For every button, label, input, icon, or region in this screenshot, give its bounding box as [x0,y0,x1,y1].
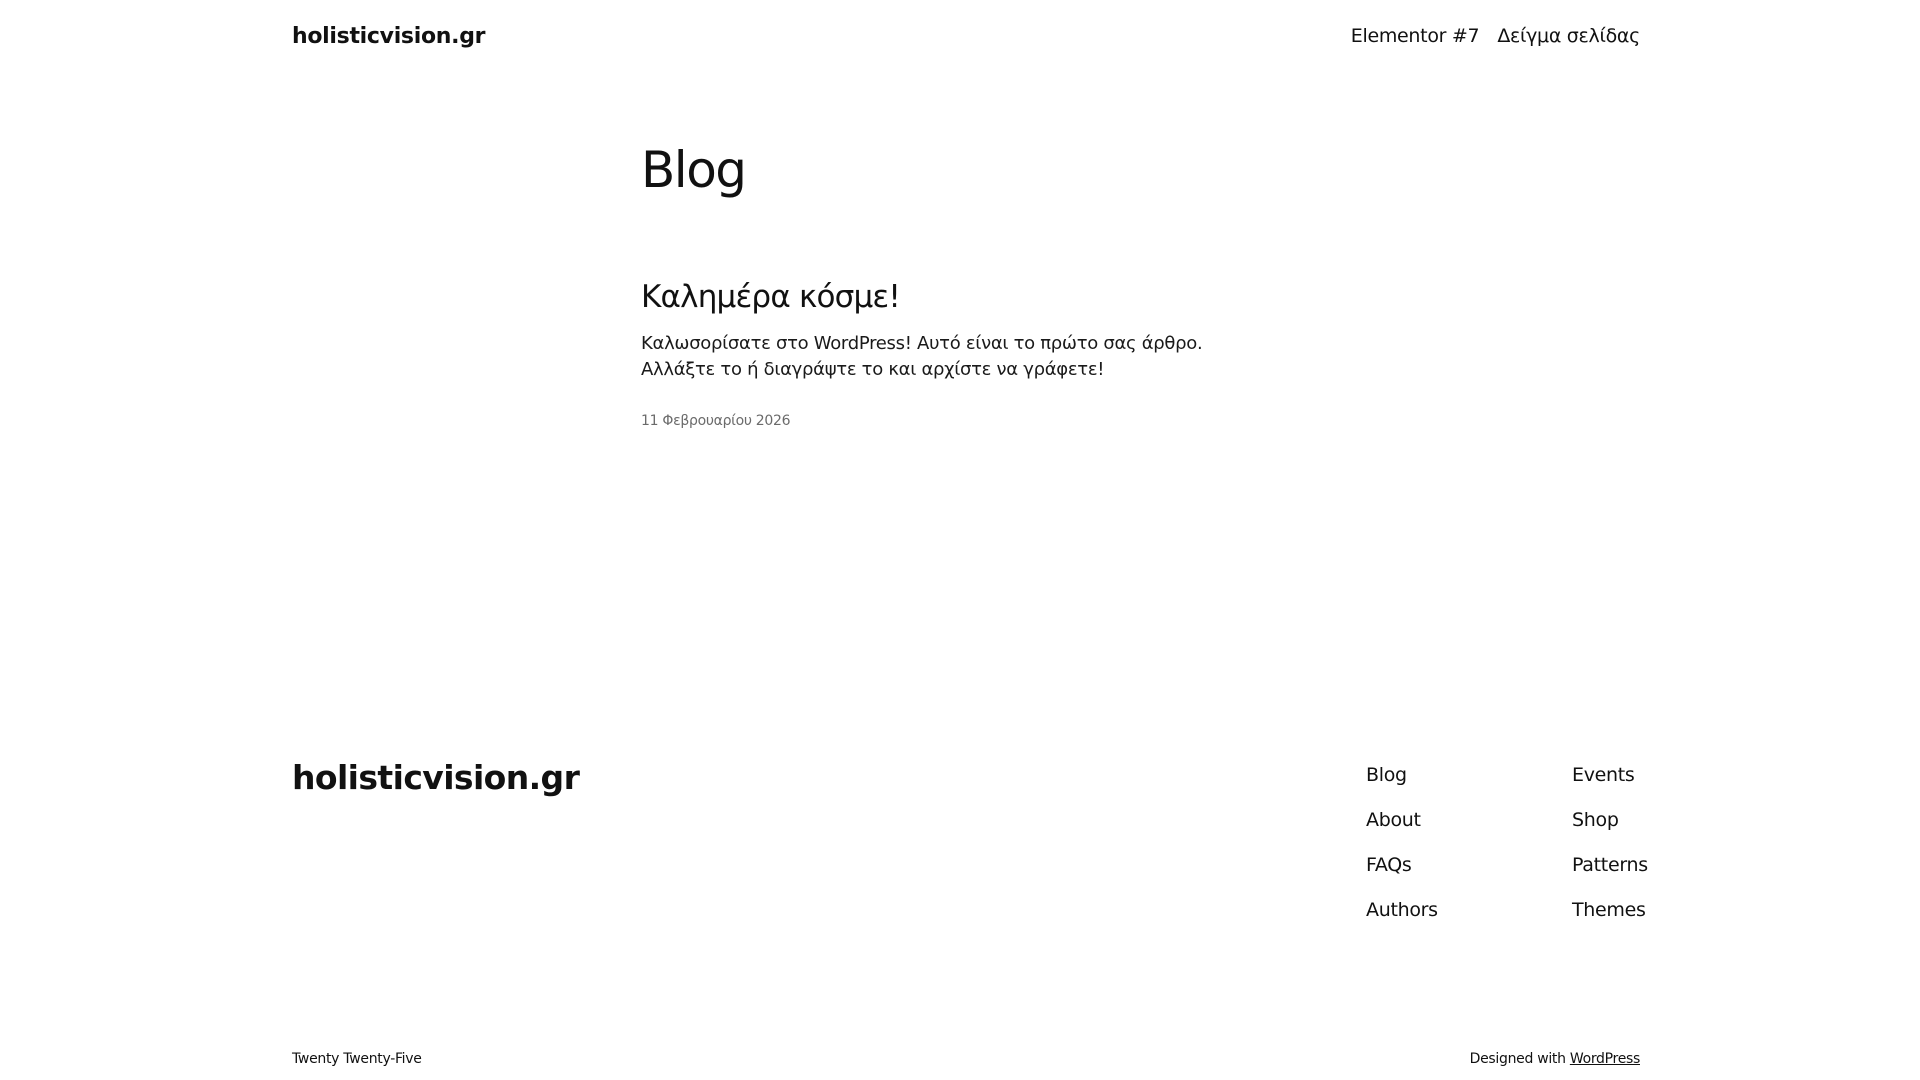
wordpress-link[interactable]: WordPress [1569,1051,1640,1067]
header-nav [1351,25,1640,47]
post-title [641,277,1281,317]
footer-bottom [292,1051,1640,1067]
footer-link-faqs[interactable]: FAQs [1366,854,1412,876]
footer-site-title-link[interactable]: holisticvision.gr [292,758,580,797]
footer-link-patterns[interactable]: Patterns [1572,854,1648,876]
post-date [641,413,1281,429]
post-title-link[interactable]: Καλημέρα κόσμε! [641,279,900,315]
nav-item-elementor-7[interactable]: Elementor #7 [1350,25,1480,47]
post-excerpt: Καλωσορίσατε στο WordPress! Αυτό είναι το πρώτο σας άρθρο. Αλλάξτε το ή διαγράψτε το και αρχίστε να γράφετε! [641,333,1203,380]
main-content [641,135,1281,429]
footer-link-authors[interactable]: Authors [1366,899,1438,921]
nav-item-sample-page[interactable]: Δείγμα σελίδας [1497,25,1640,47]
credit [1470,1051,1640,1067]
footer-link-blog[interactable]: Blog [1366,764,1407,786]
credit-prefix: Designed with [1469,1051,1570,1067]
post-item [641,277,1281,429]
footer-link-about[interactable]: About [1366,809,1421,831]
post-date-link[interactable]: 11 Φεβρουαρίου 2026 [641,413,791,429]
site-header [292,20,1640,52]
footer-nav-column-2 [1572,763,1648,922]
footer-link-events[interactable]: Events [1572,764,1635,786]
page-title: Blog [641,141,746,199]
footer-link-shop[interactable]: Shop [1572,809,1619,831]
footer-link-themes[interactable]: Themes [1572,899,1646,921]
theme-name: Twenty Twenty-Five [292,1051,422,1067]
site-title-link[interactable]: holisticvision.gr [292,23,486,49]
footer-nav-column-1 [1366,763,1438,922]
